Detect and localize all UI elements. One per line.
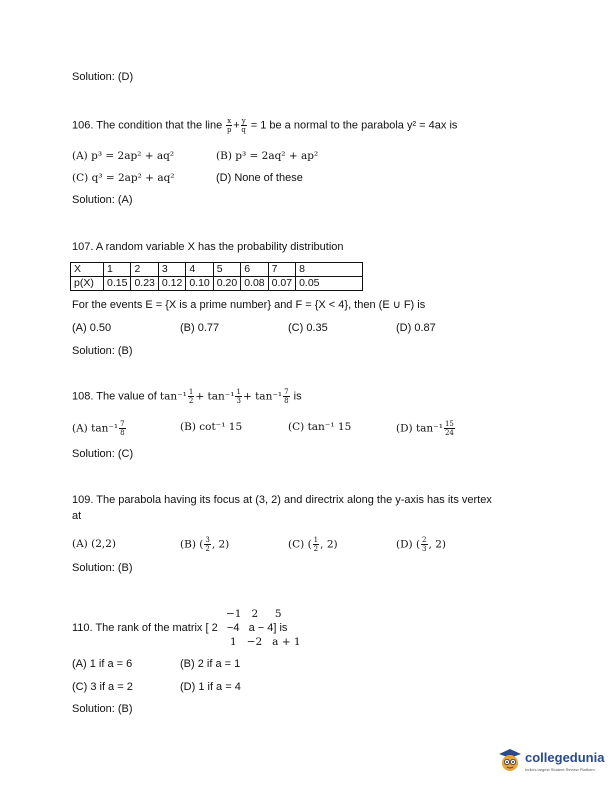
q109-optD-den: 3	[422, 545, 427, 553]
logo-tagline: India's largest Student Review Platform	[525, 767, 595, 772]
q106-frac2-den: q	[241, 126, 246, 134]
q110-option-c: (C) 3 if a = 2	[72, 681, 133, 693]
q108-solution: Solution: (C)	[72, 448, 134, 460]
solution-105: Solution: (D)	[72, 71, 134, 83]
q108-optD-num: 15	[444, 420, 454, 428]
q108-optA-label: (A) tan⁻¹	[72, 422, 119, 435]
q110-option-d: (D) 1 if a = 4	[180, 681, 241, 693]
q108-optA-den: 8	[120, 429, 125, 437]
q107-option-d: (D) 0.87	[396, 322, 436, 334]
q109-solution: Solution: (B)	[72, 562, 133, 574]
question-110-stem: 110. The rank of the matrix [ 2 −4 a − 4] is	[72, 622, 288, 634]
question-107-stem: 107. A random variable X has the probability distribution	[72, 241, 344, 253]
q108-suffix: is	[290, 390, 302, 403]
question-106-stem: 106. The condition that the line $\frac{x}{p}$ + $\frac{y}{q}$ = 1 be a normal to the parabola y² = 4ax is	[72, 117, 458, 134]
q108-optD-frac	[444, 420, 455, 437]
question-108-stem	[72, 388, 302, 405]
q109-optD-end: , 2)	[428, 538, 446, 551]
table-cell: 4	[186, 263, 213, 277]
q108-term3: + tan⁻¹	[242, 390, 283, 403]
table-cell: 5	[213, 263, 240, 277]
q108-prefix: 108. The value of	[72, 390, 160, 403]
q109-optB-num: 3	[205, 536, 210, 544]
table-row	[71, 277, 363, 291]
q108-f1-num: 1	[188, 388, 194, 396]
q108-term1: tan⁻¹	[159, 390, 187, 403]
q106-option-a: (A) p³ = 2ap² + aq²	[72, 150, 175, 162]
q108-frac2	[235, 388, 241, 405]
table-cell: 2	[131, 263, 158, 277]
table-cell: 3	[158, 263, 185, 277]
graduate-mascot-icon	[497, 746, 523, 774]
table-cell: 0.10	[186, 277, 213, 291]
q107-events: For the events E = {X is a prime number} and F = {X < 4}, then (E ∪ F) is	[72, 299, 426, 311]
logo-wordmark: collegedunia	[525, 750, 605, 765]
q106-option-b: (B) p³ = 2aq² + ap²	[216, 150, 319, 162]
q108-option-a	[72, 420, 127, 437]
q109-optD-frac	[421, 536, 427, 553]
q107-solution: Solution: (B)	[72, 345, 133, 357]
table-row	[71, 263, 363, 277]
q110-option-b: (B) 2 if a = 1	[180, 658, 241, 670]
matrix-row-3: 1 −2 a + 1	[230, 636, 301, 648]
question-109-line2: at	[72, 510, 82, 522]
q108-frac3	[283, 388, 289, 405]
q108-optA-frac	[119, 420, 125, 437]
q108-option-c: (C) tan⁻¹ 15	[288, 421, 352, 433]
q108-f2-den: 3	[236, 397, 241, 405]
q109-optC-num: 1	[313, 536, 319, 544]
q109-optC-label: (C) (	[288, 538, 312, 551]
q106-frac1-num: x	[227, 117, 232, 125]
q109-optB-end: , 2)	[211, 538, 230, 551]
q108-option-d	[396, 420, 456, 437]
table-cell: X	[71, 263, 104, 277]
q109-optC-end: , 2)	[320, 538, 338, 551]
q107-option-b: (B) 0.77	[180, 322, 220, 334]
q108-optD-label: (D) tan⁻¹	[396, 422, 443, 435]
q108-f2-num: 1	[236, 388, 241, 396]
q108-optA-num: 7	[120, 420, 125, 428]
table-cell: 8	[296, 263, 363, 277]
q109-optD-label: (D) (	[396, 538, 421, 551]
q107-option-a: (A) 0.50	[72, 322, 112, 334]
q108-f1-den: 2	[188, 397, 194, 405]
q106-option-c: (C) q³ = 2ap² + aq²	[72, 172, 175, 184]
q108-option-b: (B) cot⁻¹ 15	[180, 421, 243, 433]
matrix-row-1: −1 2 5	[226, 608, 282, 620]
q106-suffix: = 1 be a normal to the parabola y² = 4ax is	[247, 119, 458, 132]
table-cell: 0.20	[213, 277, 240, 291]
table-cell: 0.05	[296, 277, 363, 291]
q106-frac1-den: p	[227, 126, 232, 134]
q106-frac-x-p	[226, 117, 232, 134]
table-cell: 0.15	[104, 277, 131, 291]
q108-term2: + tan⁻¹	[195, 390, 235, 403]
collegedunia-logo	[497, 746, 605, 776]
q110-solution: Solution: (B)	[72, 703, 133, 715]
q109-option-d	[396, 536, 446, 553]
table-cell: 6	[241, 263, 268, 277]
probability-table	[70, 262, 363, 291]
q109-optB-label: (B) (	[180, 538, 204, 551]
table-cell: p(X)	[71, 277, 104, 291]
q109-option-a: (A) (2,2)	[72, 538, 117, 550]
q109-optD-num: 2	[422, 536, 427, 544]
q110-option-a: (A) 1 if a = 6	[72, 658, 133, 670]
table-cell: 1	[104, 263, 131, 277]
q108-f3-num: 7	[284, 388, 289, 396]
q106-option-d: (D) None of these	[216, 172, 303, 184]
q106-prefix: 106. The condition that the line	[72, 119, 226, 132]
q109-optC-frac	[313, 536, 319, 553]
q109-optC-den: 2	[313, 545, 319, 553]
question-109-line1: 109. The parabola having its focus at (3, 2) and directrix along the y-axis has its vertex	[72, 494, 492, 506]
q106-frac2-num: y	[241, 117, 246, 125]
table-cell: 0.08	[241, 277, 268, 291]
table-cell: 0.07	[268, 277, 295, 291]
q109-optB-den: 2	[205, 545, 210, 553]
q108-frac1	[188, 388, 194, 405]
table-cell: 0.23	[131, 277, 158, 291]
q108-f3-den: 8	[284, 397, 289, 405]
q106-frac-y-q	[241, 117, 247, 134]
q109-optB-frac	[204, 536, 210, 553]
q106-solution: Solution: (A)	[72, 194, 133, 206]
q107-option-c: (C) 0.35	[288, 322, 328, 334]
q108-optD-den: 24	[444, 429, 454, 437]
q109-option-c	[288, 536, 338, 553]
table-cell: 0.12	[158, 277, 185, 291]
q109-option-b	[180, 536, 229, 553]
table-cell: 7	[268, 263, 295, 277]
